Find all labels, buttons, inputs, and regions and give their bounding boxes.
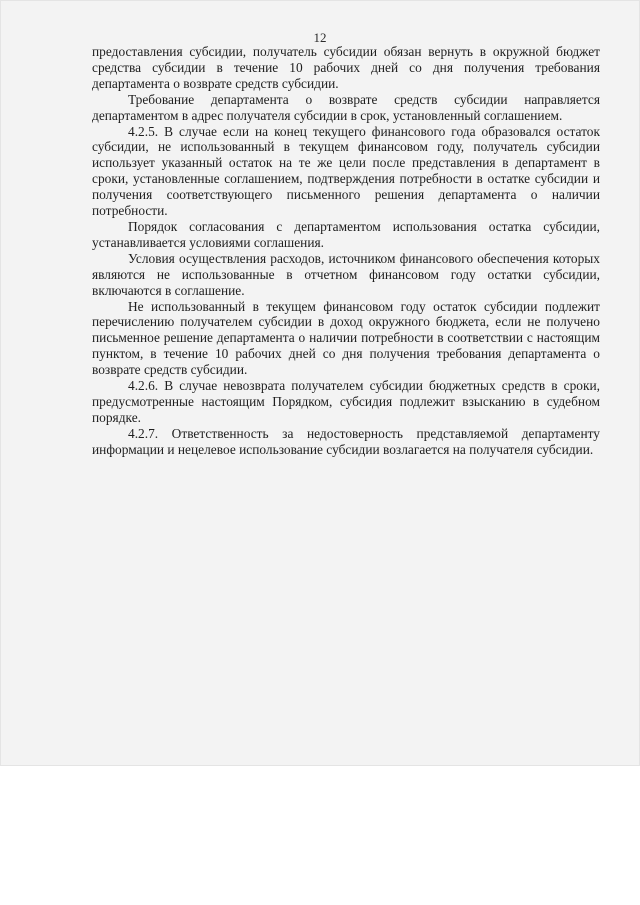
paragraph-expense-conditions: Условия осуществления расходов, источником финансового обеспечения которых являются не использованные в отчетном финансовом году остатки субсидии, включаются в соглашение.: [92, 250, 600, 298]
paragraph-refund-requirement: Требование департамента о возврате средств субсидии направляется департаментом в адрес получателя субсидии в срок, установленный соглашением.: [92, 91, 600, 123]
document-body: [92, 44, 600, 458]
paragraph-continuation: предоставления субсидии, получатель субсидии обязан вернуть в окружной бюджет средства субсидии в течение 10 рабочих дней со дня получения требования департамента о возврате средств субсидии.: [92, 44, 600, 91]
page-number: 12: [313, 30, 327, 45]
paragraph-approval-procedure: Порядок согласования с департаментом использования остатка субсидии, устанавливается условиями соглашения.: [92, 218, 600, 250]
paragraph-4-2-7: 4.2.7. Ответственность за недостоверность представляемой департаменту информации и нецелевое использование субсидии возлагается на получателя субсидии.: [92, 425, 600, 457]
paragraph-unused-balance: Не использованный в текущем финансовом году остаток субсидии подлежит перечислению получателем субсидии в доход окружного бюджета, если не получено письменное решение департамента о наличии потребности в соответствии с настоящим пунктом, в течение 10 рабочих дней со дня получения требования департамента о возврате средств субсидии.: [92, 298, 600, 378]
paragraph-4-2-5: 4.2.5. В случае если на конец текущего финансового года образовался остаток субсидии, не использованный в текущем финансовом году, получатель субсидии использует указанный остаток на те же цели после представления в департамент в сроки, установленные соглашением, подтверждения потребности в остатке субсидии и получения соответствующего письменного решения департамента о наличии потребности.: [92, 123, 600, 219]
paragraph-4-2-6: 4.2.6. В случае невозврата получателем субсидии бюджетных средств в сроки, предусмотренные настоящим Порядком, субсидия подлежит взысканию в судебном порядке.: [92, 378, 600, 425]
